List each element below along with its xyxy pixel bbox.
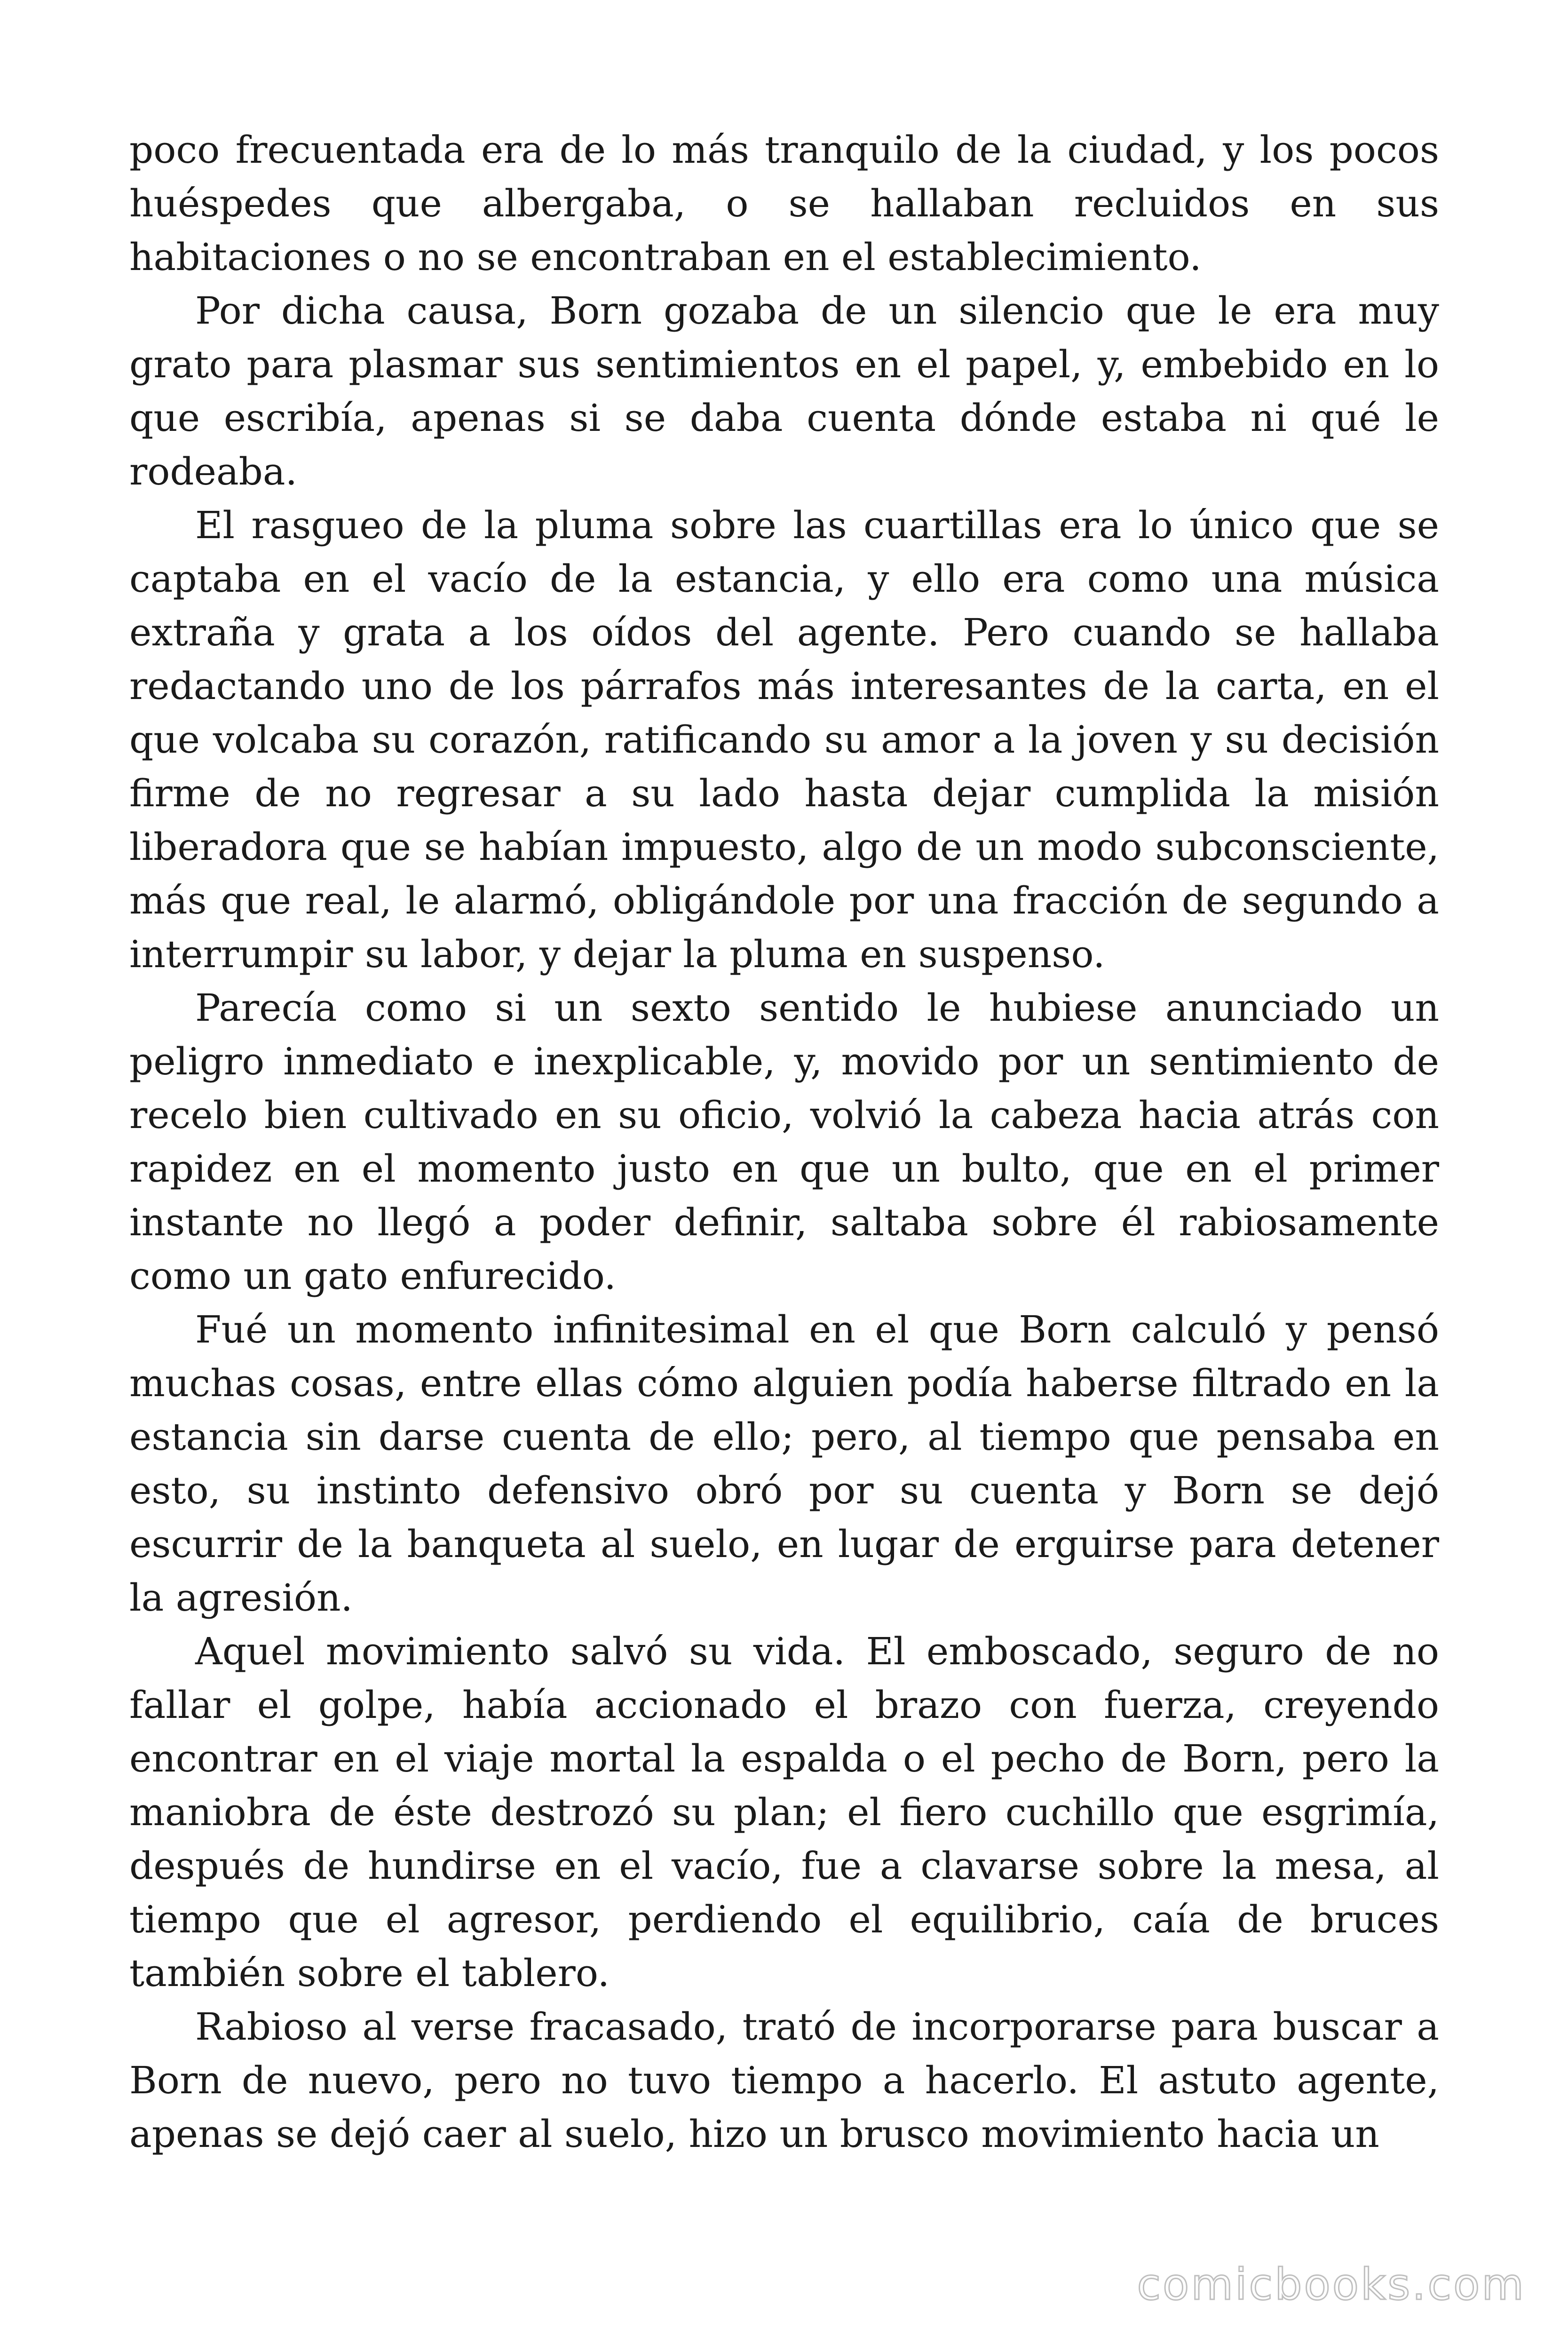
watermark-logo: comicbooks.com [1137, 2259, 1526, 2310]
paragraph: Aquel movimiento salvó su vida. El emboscado, seguro de no fallar el golpe, había accionado el brazo con fuerza, creyendo encontrar en el viaje mortal la espalda o el pecho de Born, pero la maniobra de éste destrozó su plan; el fiero cuchillo que esgrimía, después de hundirse en el vacío, fue a clavarse sobre la mesa, al tiempo que el agresor, perdiendo el equilibrio, caía de bruces también sobre el tablero. [129, 1629, 1439, 1995]
paragraph: Por dicha causa, Born gozaba de un silencio que le era muy grato para plasmar sus sentimientos en el papel, y, embebido en lo que escribía, apenas si se daba cuenta dónde estaba ni qué le rodeaba. [129, 289, 1439, 493]
paragraph: Parecía como si un sexto sentido le hubiese anunciado un peligro inmediato e inexplicable, y, movido por un sentimiento de recelo bien cultivado en su oficio, volvió la cabeza hacia atrás con rapidez en el momento justo en que un bulto, que en el primer instante no llegó a poder definir, saltaba sobre él rabiosamente como un gato enfurecido. [129, 986, 1439, 1298]
paragraph-last: Rabioso al verse fracasado, trató de incorporarse para buscar a Born de nuevo, pero no tuvo tiempo a hacerlo. El astuto agente, apenas se dejó caer al suelo, hizo un brusco movimiento hacia un [129, 2005, 1439, 2156]
paragraph-continuation: poco frecuentada era de lo más tranquilo de la ciudad, y los pocos huéspedes que albergaba, o se hallaban recluidos en sus habitaciones o no se encontraban en el establecimiento. [129, 128, 1439, 279]
paragraph: Fué un momento infinitesimal en el que Born calculó y pensó muchas cosas, entre ellas cómo alguien podía haberse filtrado en la estancia sin darse cuenta de ello; pero, al tiempo que pensaba en esto, su instinto defensivo obró por su cuenta y Born se dejó escurrir de la banqueta al suelo, en lugar de erguirse para detener la agresión. [129, 1308, 1439, 1620]
body-text [129, 123, 1439, 2161]
paragraph: El rasgueo de la pluma sobre las cuartillas era lo único que se captaba en el vacío de la estancia, y ello era como una música extraña y grata a los oídos del agente. Pero cuando se hallaba redactando uno de los párrafos más interesantes de la carta, en el que volcaba su corazón, ratificando su amor a la joven y su decisión firme de no regresar a su lado hasta dejar cumplida la misión liberadora que se habían impuesto, algo de un modo subconsciente, más que real, le alarmó, obligándole por una fracción de segundo a interrumpir su labor, y dejar la pluma en suspenso. [129, 503, 1439, 976]
